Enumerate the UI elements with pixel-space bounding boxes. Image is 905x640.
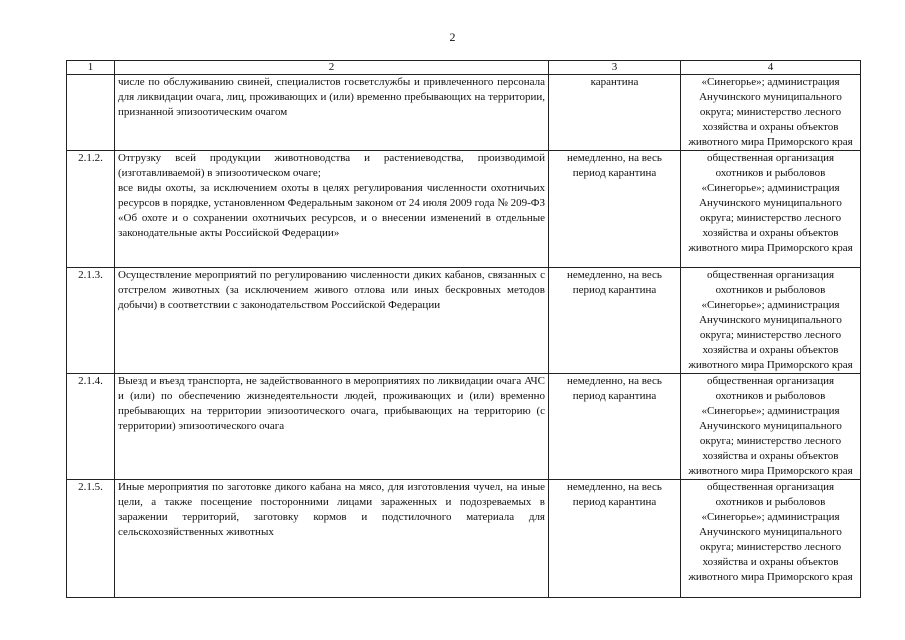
deadline-cell: карантина	[549, 75, 681, 151]
table-header-row	[67, 61, 861, 75]
column-header-executor: 4	[681, 61, 861, 75]
row-number: 2.1.4.	[67, 374, 115, 480]
deadline-cell: немедленно, на весь период карантина	[549, 268, 681, 374]
executor-cell: «Синегорье»; администрация Анучинского муниципального округа; министерство лесного хозяйства и охраны объектов животного мира Приморского края	[681, 75, 861, 151]
deadline-cell: немедленно, на весь период карантина	[549, 374, 681, 480]
measures-table	[66, 60, 861, 598]
executor-cell: общественная организация охотников и рыболовов «Синегорье»; администрация Анучинского муниципального округа; министерство лесного хозяйства и охраны объектов животного мира Приморского края	[681, 374, 861, 480]
column-header-number: 1	[67, 61, 115, 75]
measure-text	[115, 75, 549, 151]
deadline-cell: немедленно, на весь период карантина	[549, 480, 681, 598]
executor-cell: общественная организация охотников и рыболовов «Синегорье»; администрация Анучинского муниципального округа; министерство лесного хозяйства и охраны объектов животного мира Приморского края	[681, 480, 861, 598]
measure-paragraph: Осуществление мероприятий по регулированию численности диких кабанов, связанных с отстрелом животных (за исключением живого отлова или иных бескровных методов добычи) в соответствии с законодательством Российской Федерации	[118, 269, 545, 311]
deadline-cell: немедленно, на весь период карантина	[549, 151, 681, 268]
measure-paragraph: Отгрузку всей продукции животноводства и растениеводства, производимой (изготавливаемой) в эпизоотическом очаге;	[118, 152, 545, 179]
table-row	[67, 268, 861, 374]
column-header-measure: 2	[115, 61, 549, 75]
executor-cell: общественная организация охотников и рыболовов «Синегорье»; администрация Анучинского муниципального округа; министерство лесного хозяйства и охраны объектов животного мира Приморского края	[681, 268, 861, 374]
measure-text	[115, 151, 549, 268]
measure-paragraph: Выезд и въезд транспорта, не задействованного в мероприятиях по ликвидации очага АЧС и (или) по обеспечению жизнедеятельности людей, проживающих и (или) временно пребывающих на территории эпизоотического очага, прибывающих на территорию (с территории) эпизоотического очага	[118, 375, 545, 432]
table-row	[67, 480, 861, 598]
table-row	[67, 151, 861, 268]
row-number	[67, 75, 115, 151]
executor-cell: общественная организация охотников и рыболовов «Синегорье»; администрация Анучинского муниципального округа; министерство лесного хозяйства и охраны объектов животного мира Приморского края	[681, 151, 861, 268]
measure-paragraph: все виды охоты, за исключением охоты в целях регулирования численности охотничьих ресурсов в порядке, установленном Федеральным законом от 24 июля 2009 года № 209-ФЗ «Об охоте и о сохранении охотничьих ресурсов, и о внесении изменений в отдельные законодательные акты Российской Федерации»	[118, 182, 545, 239]
page-number: 2	[449, 30, 456, 44]
row-number: 2.1.2.	[67, 151, 115, 268]
row-number: 2.1.3.	[67, 268, 115, 374]
measure-text	[115, 268, 549, 374]
table-row	[67, 75, 861, 151]
measure-text	[115, 480, 549, 598]
row-number: 2.1.5.	[67, 480, 115, 598]
measure-paragraph: Иные мероприятия по заготовке дикого кабана на мясо, для изготовления чучел, на иные цели, а также посещение посторонними лицами зараженных и подозреваемых в заражении территорий, заготовку кормов и подстилочного материала для сельскохозяйственных животных	[118, 481, 545, 538]
table-row	[67, 374, 861, 480]
measure-paragraph: числе по обслуживанию свиней, специалистов госветслужбы и привлеченного персонала для ликвидации очага, лиц, проживающих и (или) временно пребывающих на территории, признанной эпизоотическим очагом	[118, 76, 545, 118]
column-header-deadline: 3	[549, 61, 681, 75]
measure-text	[115, 374, 549, 480]
